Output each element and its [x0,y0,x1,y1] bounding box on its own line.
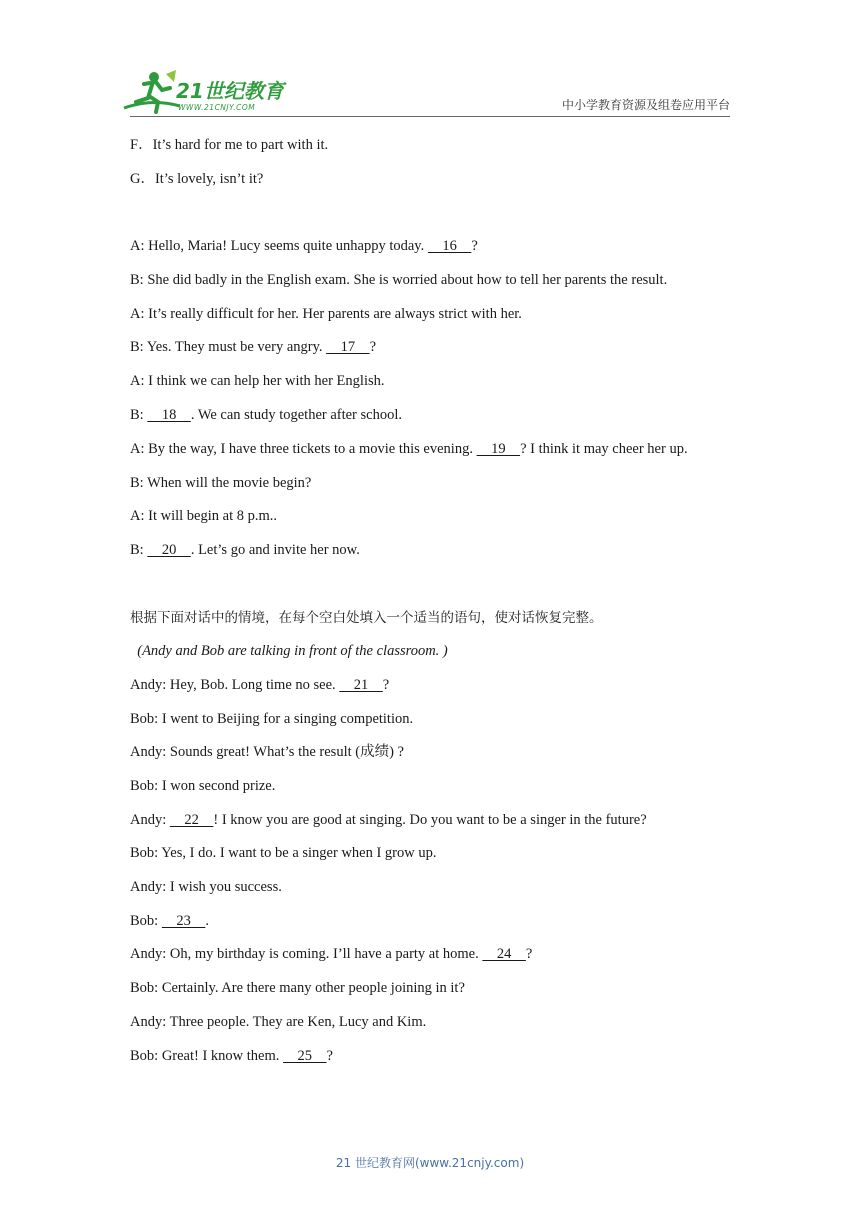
dialogue-2 [130,675,730,1066]
blank-21: 21 [339,676,383,693]
dialogue-line: Bob: Certainly. Are there many other people joining in it? [130,980,465,997]
header-tagline: 中小学教育资源及组卷应用平台 [561,98,730,112]
logo-url: WWW.21CNJY.COM [178,103,256,112]
blank-16: 16 [427,238,472,255]
dialogue-line: Andy: 22 ! I know you are good at singing. Do you want to be a singer in the future? [130,811,647,828]
scene-description: (Andy and Bob are talking in front of the classroom. ) [137,643,448,660]
document-body [130,135,730,1079]
dialogue-line: Bob: 23 . [130,912,209,929]
blank-24: 24 [482,946,526,963]
dialogue-line: B: She did badly in the English exam. She is worried about how to tell her parents the result. [130,272,668,289]
blank-18: 18 [147,406,191,423]
header-divider [130,116,730,117]
instruction: 根据下面对话中的情境，在每个空白处填入一个适当的语句，使对话恢复完整。 [130,609,603,626]
option-f: F．It’s hard for me to part with it. [130,137,329,153]
blank-22: 22 [169,811,214,828]
blank-25: 25 [283,1047,327,1064]
blank-23: 23 [161,912,206,929]
dialogue-line: B: 20 . Let’s go and invite her now. [130,541,360,558]
dialogue-line: A: I think we can help her with her English. [130,373,385,390]
dialogue-line: A: It’s really difficult for her. Her parents are always strict with her. [130,305,522,322]
logo [122,68,292,116]
dialogue-line: A: Hello, Maria! Lucy seems quite unhappy today. 16 ? [130,238,478,255]
dialogue-line: Andy: Oh, my birthday is coming. I’ll have a party at home. 24 ? [130,946,533,963]
dialogue-line: Andy: Three people. They are Ken, Lucy and Kim. [130,1013,427,1030]
dialogue-line: B: 18 . We can study together after school. [130,406,402,423]
page-header [0,0,860,120]
dialogue-line: B: Yes. They must be very angry. 17 ? [130,339,377,356]
dialogue-line: A: It will begin at 8 p.m.. [130,508,277,525]
dialogue-line: B: When will the movie begin? [130,474,312,491]
dialogue-line: Bob: I won second prize. [130,778,276,794]
logo-text: 21世纪教育 [176,79,284,103]
dialogue-line: Andy: Hey, Bob. Long time no see. 21 ? [130,676,390,693]
dialogue-line: Bob: I went to Beijing for a singing competition. [130,710,414,727]
blank-17: 17 [326,339,370,356]
dialogue-line: Andy: Sounds great! What’s the result (成绩) ? [130,744,404,761]
option-g: G．It’s lovely, isn’t it? [130,170,264,187]
dialogue-1 [130,236,730,560]
dialogue-line: Bob: Yes, I do. I want to be a singer when I grow up. [130,845,437,862]
runner-icon [124,70,180,112]
dialogue-line: A: By the way, I have three tickets to a movie this evening. 19 ? I think it may cheer her up. [130,432,730,466]
blank-20: 20 [147,541,191,558]
dialogue-line: Bob: Great! I know them. 25 ? [130,1047,333,1064]
page-footer: 21 世纪教育网(www.21cnjy.com) [335,1156,525,1170]
dialogue-line: Andy: I wish you success. [130,879,282,896]
blank-19: 19 [476,440,521,457]
